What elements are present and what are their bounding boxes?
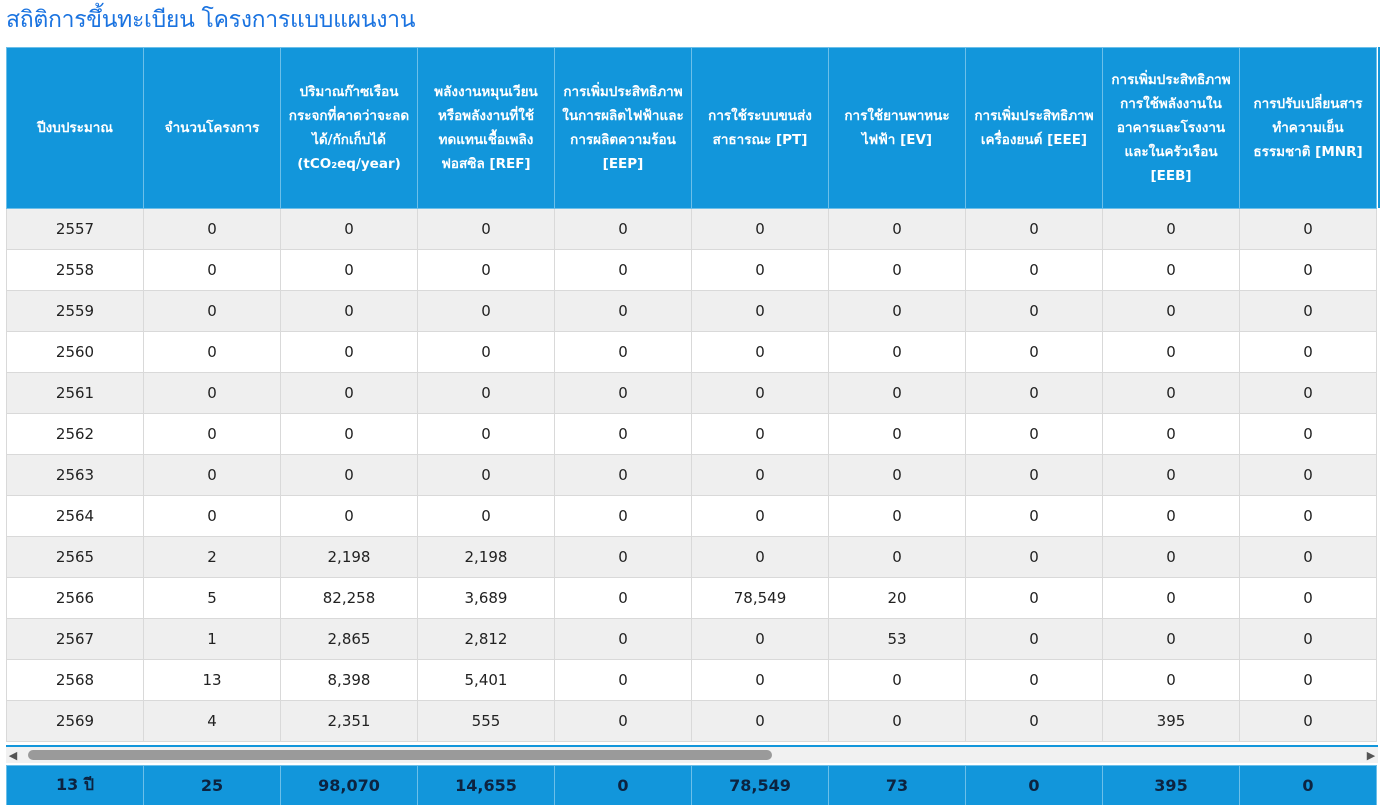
table-cell: 0	[692, 291, 829, 332]
scroll-right-arrow-icon[interactable]: ▶	[1366, 749, 1376, 762]
table-cell: 0	[1103, 250, 1240, 291]
table-cell: 2,198	[281, 537, 418, 578]
table-cell: 0	[1240, 414, 1377, 455]
table-cell: 0	[966, 496, 1103, 537]
table-row	[7, 660, 1377, 701]
table-cell: 0	[281, 250, 418, 291]
table-cell: 0	[829, 537, 966, 578]
col-header-ev[interactable]: การใช้ยานพาหนะไฟฟ้า [EV]	[829, 48, 966, 209]
table-cell: 0	[281, 414, 418, 455]
table-cell: 0	[144, 209, 281, 250]
table-row	[7, 455, 1377, 496]
table-cell: 0	[144, 414, 281, 455]
table-cell: 82,258	[281, 578, 418, 619]
table-cell: 53	[829, 619, 966, 660]
table-row	[7, 701, 1377, 742]
table-cell: 0	[281, 209, 418, 250]
table-cell: 2	[144, 537, 281, 578]
col-header-fiscal-year[interactable]: ปีงบประมาณ	[7, 48, 144, 209]
table-cell: 0	[692, 373, 829, 414]
table-cell: 0	[966, 578, 1103, 619]
table-cell: 0	[1240, 537, 1377, 578]
table-cell: 2565	[7, 537, 144, 578]
table-cell: 0	[555, 414, 692, 455]
totals-row	[7, 766, 1377, 806]
header-row	[7, 48, 1377, 209]
table-cell: 0	[1240, 701, 1377, 742]
horizontal-scrollbar[interactable]	[6, 745, 1378, 763]
table-cell: 1	[144, 619, 281, 660]
table-cell: 0	[1103, 414, 1240, 455]
table-cell: 2567	[7, 619, 144, 660]
table-cell: 0	[1103, 578, 1240, 619]
total-cell: 0	[966, 766, 1103, 806]
table-cell: 2569	[7, 701, 144, 742]
total-cell: 0	[555, 766, 692, 806]
table-cell: 0	[555, 537, 692, 578]
table-cell: 0	[1103, 619, 1240, 660]
table-cell: 0	[418, 455, 555, 496]
total-cell: 0	[1240, 766, 1377, 806]
table-row	[7, 537, 1377, 578]
table-cell: 0	[829, 209, 966, 250]
table-cell: 0	[1240, 373, 1377, 414]
table-cell: 2,812	[418, 619, 555, 660]
table-cell: 0	[692, 660, 829, 701]
table-cell: 0	[1240, 660, 1377, 701]
table-cell: 0	[966, 619, 1103, 660]
table-cell: 4	[144, 701, 281, 742]
table-cell: 0	[1240, 250, 1377, 291]
table-cell: 0	[555, 291, 692, 332]
table-cell: 0	[1240, 455, 1377, 496]
total-cell: 13 ปี	[7, 766, 144, 806]
table-cell: 0	[144, 373, 281, 414]
page-title: สถิติการขึ้นทะเบียน โครงการแบบแผนงาน	[6, 7, 416, 33]
total-cell: 25	[144, 766, 281, 806]
table-cell: 2,865	[281, 619, 418, 660]
table-cell: 0	[692, 332, 829, 373]
col-header-project-count[interactable]: จำนวนโครงการ	[144, 48, 281, 209]
table-cell: 2557	[7, 209, 144, 250]
table-cell: 3,689	[418, 578, 555, 619]
table-cell: 0	[555, 373, 692, 414]
table-cell: 0	[1103, 496, 1240, 537]
table-cell: 0	[555, 578, 692, 619]
table-cell: 2561	[7, 373, 144, 414]
table-cell: 0	[418, 414, 555, 455]
table-cell: 0	[1103, 291, 1240, 332]
table-cell: 0	[692, 537, 829, 578]
col-header-mnr[interactable]: การปรับเปลี่ยนสารทำความเย็นธรรมชาติ [MNR]	[1240, 48, 1377, 209]
table-cell: 0	[1240, 578, 1377, 619]
table-cell: 0	[418, 332, 555, 373]
table-cell: 0	[555, 209, 692, 250]
table-cell: 2558	[7, 250, 144, 291]
table-cell: 0	[966, 701, 1103, 742]
table-cell: 0	[829, 660, 966, 701]
table-cell: 5	[144, 578, 281, 619]
table-cell: 0	[966, 537, 1103, 578]
table-cell: 395	[1103, 701, 1240, 742]
table-cell: 0	[966, 332, 1103, 373]
scroll-left-arrow-icon[interactable]: ◀	[8, 749, 18, 762]
table-cell: 555	[418, 701, 555, 742]
total-cell: 395	[1103, 766, 1240, 806]
table-cell: 0	[1240, 209, 1377, 250]
table-cell: 0	[1103, 209, 1240, 250]
totals-footer	[6, 765, 1378, 805]
table-cell: 0	[1240, 619, 1377, 660]
table-cell: 0	[1103, 660, 1240, 701]
table-cell: 0	[966, 209, 1103, 250]
table-cell: 0	[1103, 537, 1240, 578]
table-cell: 0	[1240, 496, 1377, 537]
table-cell: 0	[966, 250, 1103, 291]
table-cell: 0	[1103, 455, 1240, 496]
table-cell: 0	[692, 619, 829, 660]
table-cell: 0	[829, 332, 966, 373]
table-cell: 0	[555, 701, 692, 742]
table-cell: 0	[966, 660, 1103, 701]
total-cell: 78,549	[692, 766, 829, 806]
table-cell: 0	[966, 291, 1103, 332]
table-cell: 2,351	[281, 701, 418, 742]
table-cell: 13	[144, 660, 281, 701]
table-edge	[1378, 47, 1386, 747]
table-cell: 2566	[7, 578, 144, 619]
table-cell: 0	[281, 496, 418, 537]
table-cell: 0	[555, 455, 692, 496]
table-cell: 0	[1103, 332, 1240, 373]
table-cell: 0	[281, 332, 418, 373]
col-header-eeb[interactable]: การเพิ่มประสิทธิภาพการใช้พลังงานในอาคารและโรงงานและในครัวเรือน [EEB]	[1103, 48, 1240, 209]
table-cell: 0	[829, 373, 966, 414]
table-cell: 0	[418, 496, 555, 537]
table-row	[7, 578, 1377, 619]
table-cell: 0	[418, 209, 555, 250]
table-cell: 0	[829, 455, 966, 496]
table-cell: 0	[829, 496, 966, 537]
table-cell: 2559	[7, 291, 144, 332]
table-cell: 0	[144, 496, 281, 537]
totals-table	[6, 765, 1377, 805]
table-row	[7, 619, 1377, 660]
table-cell: 2560	[7, 332, 144, 373]
table-scroll-area[interactable]	[6, 47, 1378, 747]
col-header-eee[interactable]: การเพิ่มประสิทธิภาพเครื่องยนต์ [EEE]	[966, 48, 1103, 209]
table-cell: 0	[281, 373, 418, 414]
table-cell: 2563	[7, 455, 144, 496]
table-cell: 0	[1240, 332, 1377, 373]
col-header-ghg-reduction[interactable]: ปริมาณก๊าซเรือนกระจกที่คาดว่าจะลดได้/กักเก็บได้ (tCO₂eq/year)	[281, 48, 418, 209]
table-cell: 2,198	[418, 537, 555, 578]
table-row	[7, 496, 1377, 537]
table-cell: 0	[144, 250, 281, 291]
col-header-eep[interactable]: การเพิ่มประสิทธิภาพในการผลิตไฟฟ้าและการผลิตความร้อน [EEP]	[555, 48, 692, 209]
table-cell: 2564	[7, 496, 144, 537]
table-cell: 0	[555, 332, 692, 373]
table-cell: 0	[555, 250, 692, 291]
table-cell: 5,401	[418, 660, 555, 701]
table-cell: 0	[692, 414, 829, 455]
table-cell: 0	[144, 291, 281, 332]
table-cell: 0	[144, 332, 281, 373]
col-header-pt[interactable]: การใช้ระบบขนส่งสาธารณะ [PT]	[692, 48, 829, 209]
table-cell: 0	[966, 414, 1103, 455]
table-cell: 0	[555, 496, 692, 537]
total-cell: 14,655	[418, 766, 555, 806]
table-row	[7, 250, 1377, 291]
table-cell: 0	[829, 701, 966, 742]
table-cell: 0	[144, 455, 281, 496]
table-cell: 8,398	[281, 660, 418, 701]
table-cell: 2562	[7, 414, 144, 455]
table-cell: 0	[1103, 373, 1240, 414]
table-cell: 78,549	[692, 578, 829, 619]
scrollbar-thumb[interactable]	[28, 750, 772, 760]
total-cell: 73	[829, 766, 966, 806]
table-cell: 0	[692, 455, 829, 496]
table-cell: 0	[692, 209, 829, 250]
table-cell: 0	[281, 455, 418, 496]
table-row	[7, 291, 1377, 332]
table-cell: 0	[555, 660, 692, 701]
total-cell: 98,070	[281, 766, 418, 806]
table-cell: 0	[692, 250, 829, 291]
table-cell: 20	[829, 578, 966, 619]
table-row	[7, 332, 1377, 373]
table-cell: 0	[555, 619, 692, 660]
table-row	[7, 373, 1377, 414]
table-cell: 0	[966, 455, 1103, 496]
table-cell: 0	[418, 291, 555, 332]
table-cell: 0	[418, 373, 555, 414]
table-row	[7, 209, 1377, 250]
table-cell: 0	[692, 701, 829, 742]
col-header-ref[interactable]: พลังงานหมุนเวียนหรือพลังงานที่ใช้ทดแทนเชื้อเพลิงฟอสซิล [REF]	[418, 48, 555, 209]
table-cell: 0	[829, 250, 966, 291]
table-cell: 0	[418, 250, 555, 291]
table-cell: 0	[281, 291, 418, 332]
table-cell: 0	[1240, 291, 1377, 332]
table-row	[7, 414, 1377, 455]
table-cell: 2568	[7, 660, 144, 701]
table-cell: 0	[829, 414, 966, 455]
table-cell: 0	[966, 373, 1103, 414]
statistics-table	[6, 47, 1377, 742]
table-cell: 0	[829, 291, 966, 332]
table-cell: 0	[692, 496, 829, 537]
